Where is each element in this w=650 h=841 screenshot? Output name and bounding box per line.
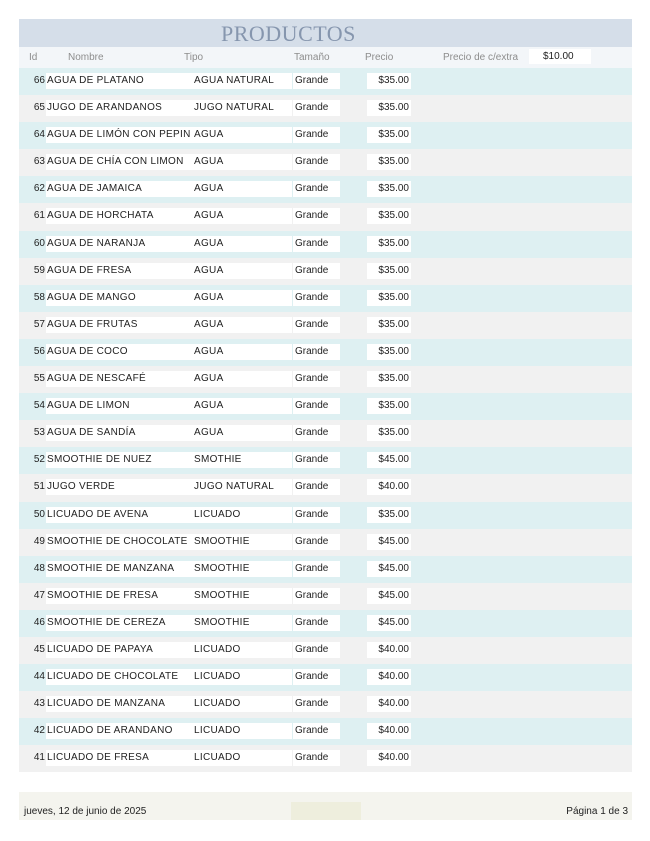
- cell-id: 54: [33, 400, 45, 412]
- cell-tipo: LICUADO: [191, 642, 292, 658]
- cell-nombre: LICUADO DE CHOCOLATE: [46, 669, 192, 685]
- cell-nombre: AGUA DE LIMON: [46, 398, 192, 414]
- cell-nombre: AGUA DE NARANJA: [46, 236, 192, 252]
- cell-nombre: AGUA DE PLATANO: [46, 73, 192, 89]
- cell-id: 58: [33, 291, 45, 303]
- header-tipo: Tipo: [184, 52, 204, 63]
- table-row: [19, 393, 632, 420]
- cell-tamano: Grande: [293, 317, 340, 333]
- cell-tamano: Grande: [293, 344, 340, 360]
- cell-precio: $40.00: [367, 723, 411, 739]
- table-row: [19, 474, 632, 501]
- table-row: [19, 420, 632, 447]
- cell-tamano: Grande: [293, 750, 340, 766]
- cell-nombre: JUGO DE ARANDANOS: [46, 100, 192, 116]
- cell-tipo: AGUA: [191, 208, 292, 224]
- table-row: [19, 203, 632, 230]
- cell-nombre: AGUA DE CHÍA CON LIMON: [46, 154, 192, 170]
- cell-tamano: Grande: [293, 507, 340, 523]
- table-row: [19, 447, 632, 474]
- cell-id: 60: [33, 237, 45, 249]
- cell-tipo: LICUADO: [191, 750, 292, 766]
- cell-precio: $40.00: [367, 642, 411, 658]
- cell-id: 65: [33, 102, 45, 114]
- header-tamano: Tamaño: [294, 52, 330, 63]
- cell-precio: $35.00: [367, 100, 411, 116]
- cell-id: 56: [33, 345, 45, 357]
- cell-tamano: Grande: [293, 236, 340, 252]
- cell-id: 55: [33, 373, 45, 385]
- table-row: [19, 556, 632, 583]
- table-row: [19, 529, 632, 556]
- cell-tamano: Grande: [293, 263, 340, 279]
- cell-nombre: LICUADO DE AVENA: [46, 507, 192, 523]
- cell-nombre: AGUA DE LIMÓN CON PEPIN: [46, 127, 192, 143]
- cell-tipo: JUGO NATURAL: [191, 100, 292, 116]
- table-row: [19, 664, 632, 691]
- cell-id: 47: [33, 589, 45, 601]
- cell-precio: $35.00: [367, 154, 411, 170]
- cell-tipo: SMOOTHIE: [191, 588, 292, 604]
- cell-tipo: LICUADO: [191, 507, 292, 523]
- cell-id: 49: [33, 535, 45, 547]
- table-row: [19, 366, 632, 393]
- cell-id: 61: [33, 210, 45, 222]
- table-row: [19, 718, 632, 745]
- cell-tipo: SMOOTHIE: [191, 561, 292, 577]
- cell-nombre: AGUA DE FRESA: [46, 263, 192, 279]
- header-precio-extra-label: Precio de c/extra: [443, 52, 519, 63]
- cell-id: 66: [33, 75, 45, 86]
- cell-tipo: AGUA: [191, 154, 292, 170]
- cell-tipo: SMOTHIE: [191, 452, 292, 468]
- title-bar: [19, 19, 632, 47]
- cell-precio: $35.00: [367, 263, 411, 279]
- cell-nombre: SMOOTHIE DE CEREZA: [46, 615, 192, 631]
- header-id: Id: [29, 52, 38, 63]
- cell-nombre: LICUADO DE ARANDANO: [46, 723, 192, 739]
- report-title: PRODUCTOS: [221, 21, 356, 46]
- cell-id: 45: [33, 643, 45, 655]
- cell-tipo: AGUA: [191, 344, 292, 360]
- cell-tipo: AGUA: [191, 290, 292, 306]
- report: [19, 19, 632, 772]
- cell-id: 44: [33, 671, 45, 683]
- cell-nombre: LICUADO DE FRESA: [46, 750, 192, 766]
- cell-id: 57: [33, 318, 45, 330]
- table-row: [19, 745, 632, 772]
- cell-precio: $45.00: [367, 615, 411, 631]
- cell-precio: $40.00: [367, 750, 411, 766]
- cell-precio: $45.00: [367, 588, 411, 604]
- table-row: [19, 502, 632, 529]
- cell-tipo: AGUA: [191, 398, 292, 414]
- cell-tamano: Grande: [293, 154, 340, 170]
- cell-tamano: Grande: [293, 181, 340, 197]
- table-row: [19, 285, 632, 312]
- cell-nombre: AGUA DE NESCAFÉ: [46, 371, 192, 387]
- cell-precio: $45.00: [367, 561, 411, 577]
- table-row: [19, 68, 632, 95]
- header-nombre: Nombre: [68, 52, 104, 63]
- precio-extra-value: $10.00: [529, 49, 591, 64]
- cell-tamano: Grande: [293, 479, 340, 495]
- cell-nombre: AGUA DE FRUTAS: [46, 317, 192, 333]
- table-row: [19, 691, 632, 718]
- header-precio: Precio: [365, 52, 394, 63]
- cell-id: 59: [33, 264, 45, 276]
- cell-precio: $45.00: [367, 452, 411, 468]
- cell-tamano: Grande: [293, 398, 340, 414]
- cell-tamano: Grande: [293, 127, 340, 143]
- cell-tamano: Grande: [293, 371, 340, 387]
- table-row: [19, 339, 632, 366]
- cell-nombre: SMOOTHIE DE CHOCOLATE: [46, 534, 192, 550]
- cell-tipo: LICUADO: [191, 669, 292, 685]
- cell-nombre: LICUADO DE PAPAYA: [46, 642, 192, 658]
- cell-tipo: AGUA NATURAL: [191, 73, 292, 89]
- cell-precio: $35.00: [367, 398, 411, 414]
- cell-id: 43: [33, 698, 45, 710]
- cell-precio: $35.00: [367, 127, 411, 143]
- cell-tamano: Grande: [293, 669, 340, 685]
- cell-id: 51: [33, 481, 45, 493]
- cell-tamano: Grande: [293, 100, 340, 116]
- cell-tipo: AGUA: [191, 181, 292, 197]
- cell-nombre: AGUA DE JAMAICA: [46, 181, 192, 197]
- cell-tamano: Grande: [293, 208, 340, 224]
- cell-id: 63: [33, 156, 45, 168]
- cell-precio: $35.00: [367, 73, 411, 89]
- cell-precio: $40.00: [367, 669, 411, 685]
- footer-page-number: Página 1 de 3: [566, 806, 628, 817]
- cell-tamano: Grande: [293, 615, 340, 631]
- cell-nombre: SMOOTHIE DE MANZANA: [46, 561, 192, 577]
- cell-nombre: LICUADO DE MANZANA: [46, 696, 192, 712]
- product-table: [19, 68, 632, 772]
- footer-date: jueves, 12 de junio de 2025: [24, 806, 147, 817]
- cell-id: 50: [33, 508, 45, 520]
- cell-id: 52: [33, 454, 45, 466]
- cell-nombre: AGUA DE SANDÍA: [46, 425, 192, 441]
- cell-tamano: Grande: [293, 561, 340, 577]
- cell-precio: $40.00: [367, 479, 411, 495]
- cell-precio: $35.00: [367, 290, 411, 306]
- cell-id: 62: [33, 183, 45, 195]
- table-row: [19, 149, 632, 176]
- cell-tipo: AGUA: [191, 236, 292, 252]
- cell-tamano: Grande: [293, 452, 340, 468]
- cell-precio: $35.00: [367, 317, 411, 333]
- cell-tipo: AGUA: [191, 425, 292, 441]
- cell-precio: $35.00: [367, 507, 411, 523]
- table-row: [19, 231, 632, 258]
- cell-tipo: SMOOTHIE: [191, 615, 292, 631]
- cell-precio: $35.00: [367, 371, 411, 387]
- cell-nombre: AGUA DE HORCHATA: [46, 208, 192, 224]
- cell-tamano: Grande: [293, 642, 340, 658]
- cell-nombre: AGUA DE MANGO: [46, 290, 192, 306]
- cell-tipo: AGUA: [191, 371, 292, 387]
- cell-tipo: AGUA: [191, 317, 292, 333]
- cell-tamano: Grande: [293, 696, 340, 712]
- cell-tipo: AGUA: [191, 263, 292, 279]
- cell-tipo: SMOOTHIE: [191, 534, 292, 550]
- column-header-row: [19, 47, 632, 68]
- table-row: [19, 176, 632, 203]
- cell-tamano: Grande: [293, 290, 340, 306]
- cell-tipo: LICUADO: [191, 696, 292, 712]
- table-row: [19, 95, 632, 122]
- cell-precio: $45.00: [367, 534, 411, 550]
- cell-nombre: SMOOTHIE DE FRESA: [46, 588, 192, 604]
- cell-nombre: AGUA DE COCO: [46, 344, 192, 360]
- cell-precio: $35.00: [367, 181, 411, 197]
- cell-tipo: AGUA: [191, 127, 292, 143]
- table-row: [19, 583, 632, 610]
- cell-id: 46: [33, 616, 45, 628]
- cell-precio: $35.00: [367, 208, 411, 224]
- cell-id: 42: [33, 725, 45, 737]
- cell-id: 41: [33, 752, 45, 764]
- cell-tipo: JUGO NATURAL: [191, 479, 292, 495]
- cell-nombre: SMOOTHIE DE NUEZ: [46, 452, 192, 468]
- cell-id: 64: [33, 129, 45, 141]
- cell-tipo: LICUADO: [191, 723, 292, 739]
- cell-nombre: JUGO VERDE: [46, 479, 192, 495]
- cell-precio: $35.00: [367, 344, 411, 360]
- table-row: [19, 122, 632, 149]
- cell-tamano: Grande: [293, 425, 340, 441]
- cell-tamano: Grande: [293, 73, 340, 89]
- table-row: [19, 637, 632, 664]
- table-row: [19, 258, 632, 285]
- table-row: [19, 610, 632, 637]
- cell-tamano: Grande: [293, 534, 340, 550]
- cell-tamano: Grande: [293, 588, 340, 604]
- table-row: [19, 312, 632, 339]
- cell-precio: $35.00: [367, 236, 411, 252]
- cell-id: 53: [33, 427, 45, 439]
- cell-id: 48: [33, 562, 45, 574]
- footer-blank-field: [291, 802, 361, 820]
- page-footer: [19, 792, 632, 820]
- cell-precio: $35.00: [367, 425, 411, 441]
- cell-tamano: Grande: [293, 723, 340, 739]
- cell-precio: $40.00: [367, 696, 411, 712]
